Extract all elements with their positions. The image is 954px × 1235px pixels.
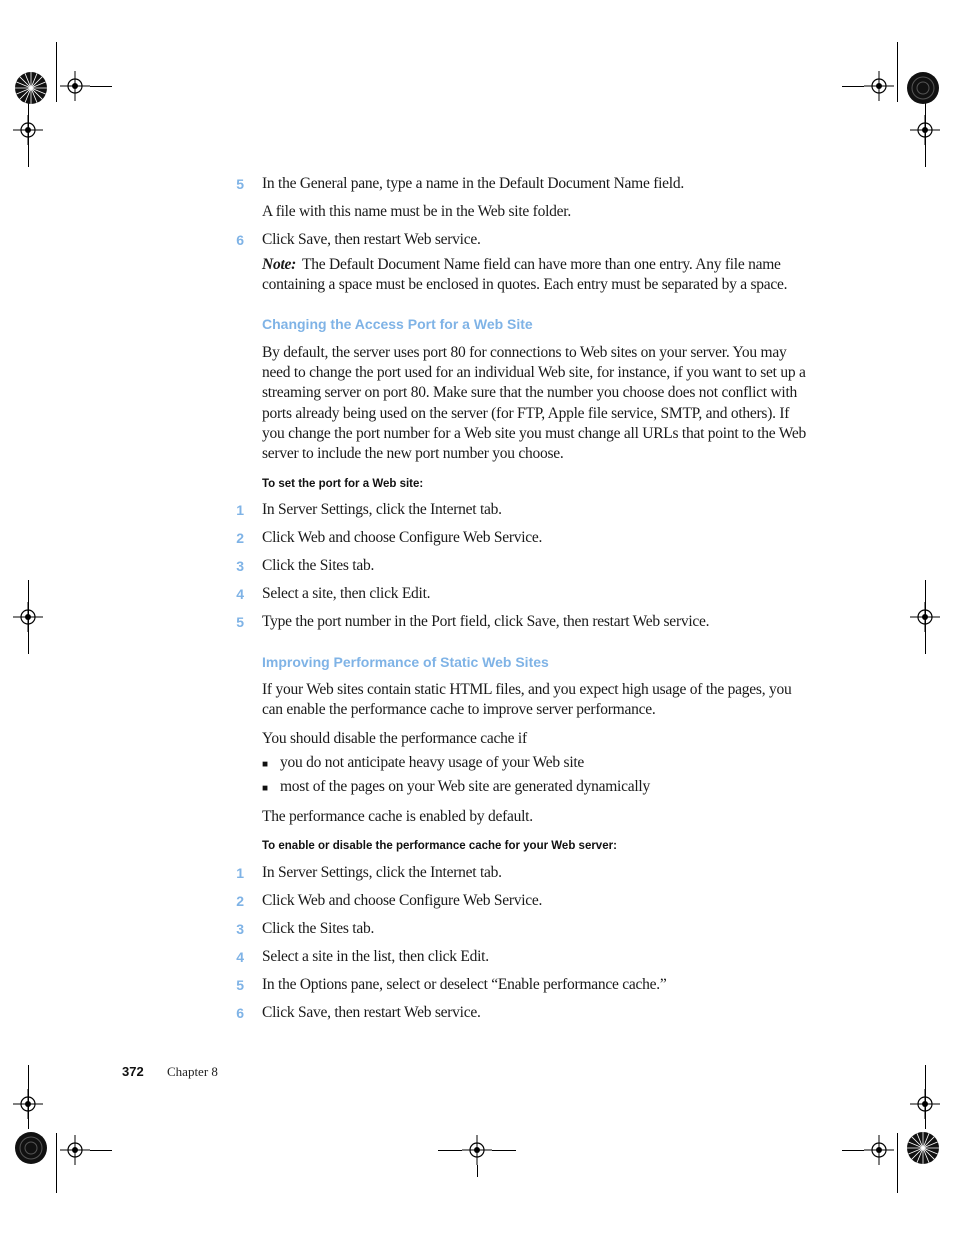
cache-step-6-number: 6: [236, 1005, 244, 1021]
crop-line: [90, 86, 112, 87]
crop-line: [56, 42, 57, 102]
cache-step-2-number: 2: [236, 893, 244, 909]
port-step-1-text: In Server Settings, click the Internet tab.: [262, 501, 502, 518]
star-target-icon: [906, 71, 940, 105]
cache-step-4-number: 4: [236, 949, 244, 965]
crop-line: [90, 1150, 112, 1151]
port-step-2-text: Click Web and choose Configure Web Service.: [262, 529, 543, 546]
registration-target-icon: [864, 71, 894, 101]
port-step-3-text: Click the Sites tab.: [262, 557, 375, 574]
bullet-marker: ■: [262, 759, 269, 770]
registration-target-icon: [60, 1135, 90, 1165]
crop-line: [438, 1150, 462, 1151]
registration-target-icon: [864, 1135, 894, 1165]
bullet-text-1: you do not anticipate heavy usage of your Web site: [280, 754, 585, 771]
crop-line: [56, 1133, 57, 1193]
cache-step-1-text: In Server Settings, click the Internet tab.: [262, 864, 502, 881]
bullet-text-2: most of the pages on your Web site are generated dynamically: [280, 778, 650, 795]
registration-target-icon: [13, 1089, 43, 1119]
star-target-icon: [14, 71, 48, 105]
registration-target-icon: [910, 602, 940, 632]
chapter-label: Chapter 8: [167, 1064, 218, 1079]
cache-step-3-number: 3: [236, 921, 244, 937]
crop-line: [842, 1150, 864, 1151]
section-2-lead: You should disable the performance cache if: [262, 730, 527, 747]
task-heading-set-port: To set the port for a Web site:: [262, 478, 424, 490]
port-step-3-number: 3: [236, 558, 244, 574]
cache-step-2-text: Click Web and choose Configure Web Service.: [262, 892, 543, 909]
note-label: Note:: [262, 256, 297, 273]
registration-target-icon: [910, 1089, 940, 1119]
port-step-1-number: 1: [236, 502, 244, 518]
section-2-body: If your Web sites contain static HTML files, and you expect high usage of the pages, you can enable the performance cache to improve server performance.: [262, 681, 792, 719]
cache-step-5-text: In the Options pane, select or deselect “Enable performance cache.”: [262, 976, 667, 993]
step-5-number: 5: [236, 176, 244, 192]
step-5-text: In the General pane, type a name in the Default Document Name field.: [262, 175, 684, 192]
port-step-2-number: 2: [236, 530, 244, 546]
note-text: The Default Document Name field can have more than one entry. Any file name containing a space must be enclosed in quotes. Each entry must be separated by a space.: [262, 256, 788, 294]
crop-line: [477, 1165, 478, 1177]
section-heading-performance: Improving Performance of Static Web Sites: [262, 654, 549, 670]
registration-target-icon: [60, 71, 90, 101]
cache-step-4-text: Select a site in the list, then click Edit.: [262, 948, 489, 965]
registration-target-icon: [13, 115, 43, 145]
port-step-4-text: Select a site, then click Edit.: [262, 585, 431, 602]
registration-target-icon: [910, 115, 940, 145]
page-number: 372: [122, 1064, 144, 1079]
cache-step-1-number: 1: [236, 865, 244, 881]
crop-line: [897, 42, 898, 102]
crop-line: [492, 1150, 516, 1151]
bullet-marker: ■: [262, 783, 269, 794]
port-step-4-number: 4: [236, 586, 244, 602]
star-target-icon: [14, 1131, 48, 1165]
step-6-text: Click Save, then restart Web service.: [262, 231, 481, 248]
registration-target-icon: [462, 1135, 492, 1165]
default-note: The performance cache is enabled by default.: [262, 808, 533, 825]
star-target-icon: [906, 1131, 940, 1165]
section-heading-access-port: Changing the Access Port for a Web Site: [262, 316, 533, 332]
registration-target-icon: [13, 602, 43, 632]
crop-line: [897, 1133, 898, 1193]
step-5-followup: A file with this name must be in the Web site folder.: [262, 203, 571, 220]
cache-step-5-number: 5: [236, 977, 244, 993]
port-step-5-text: Type the port number in the Port field, click Save, then restart Web service.: [262, 613, 710, 630]
task-heading-cache: To enable or disable the performance cache for your Web server:: [262, 840, 617, 852]
section-1-body: By default, the server uses port 80 for connections to Web sites on your server. You may need to change the port used for an individual Web site, for instance, if you want to set up a streaming server on port 80. Make sure that the number you choose does not conflict with ports already being used on the server (for FTP, Apple file service, SMTP, and others). If you change the port number for a Web site you must change all URLs that point to the Web server to include the new port number you choose.: [262, 344, 806, 463]
crop-line: [842, 86, 864, 87]
note-paragraph: [262, 255, 807, 295]
step-6-number: 6: [236, 232, 244, 248]
port-step-5-number: 5: [236, 614, 244, 630]
cache-step-3-text: Click the Sites tab.: [262, 920, 375, 937]
cache-step-6-text: Click Save, then restart Web service.: [262, 1004, 481, 1021]
